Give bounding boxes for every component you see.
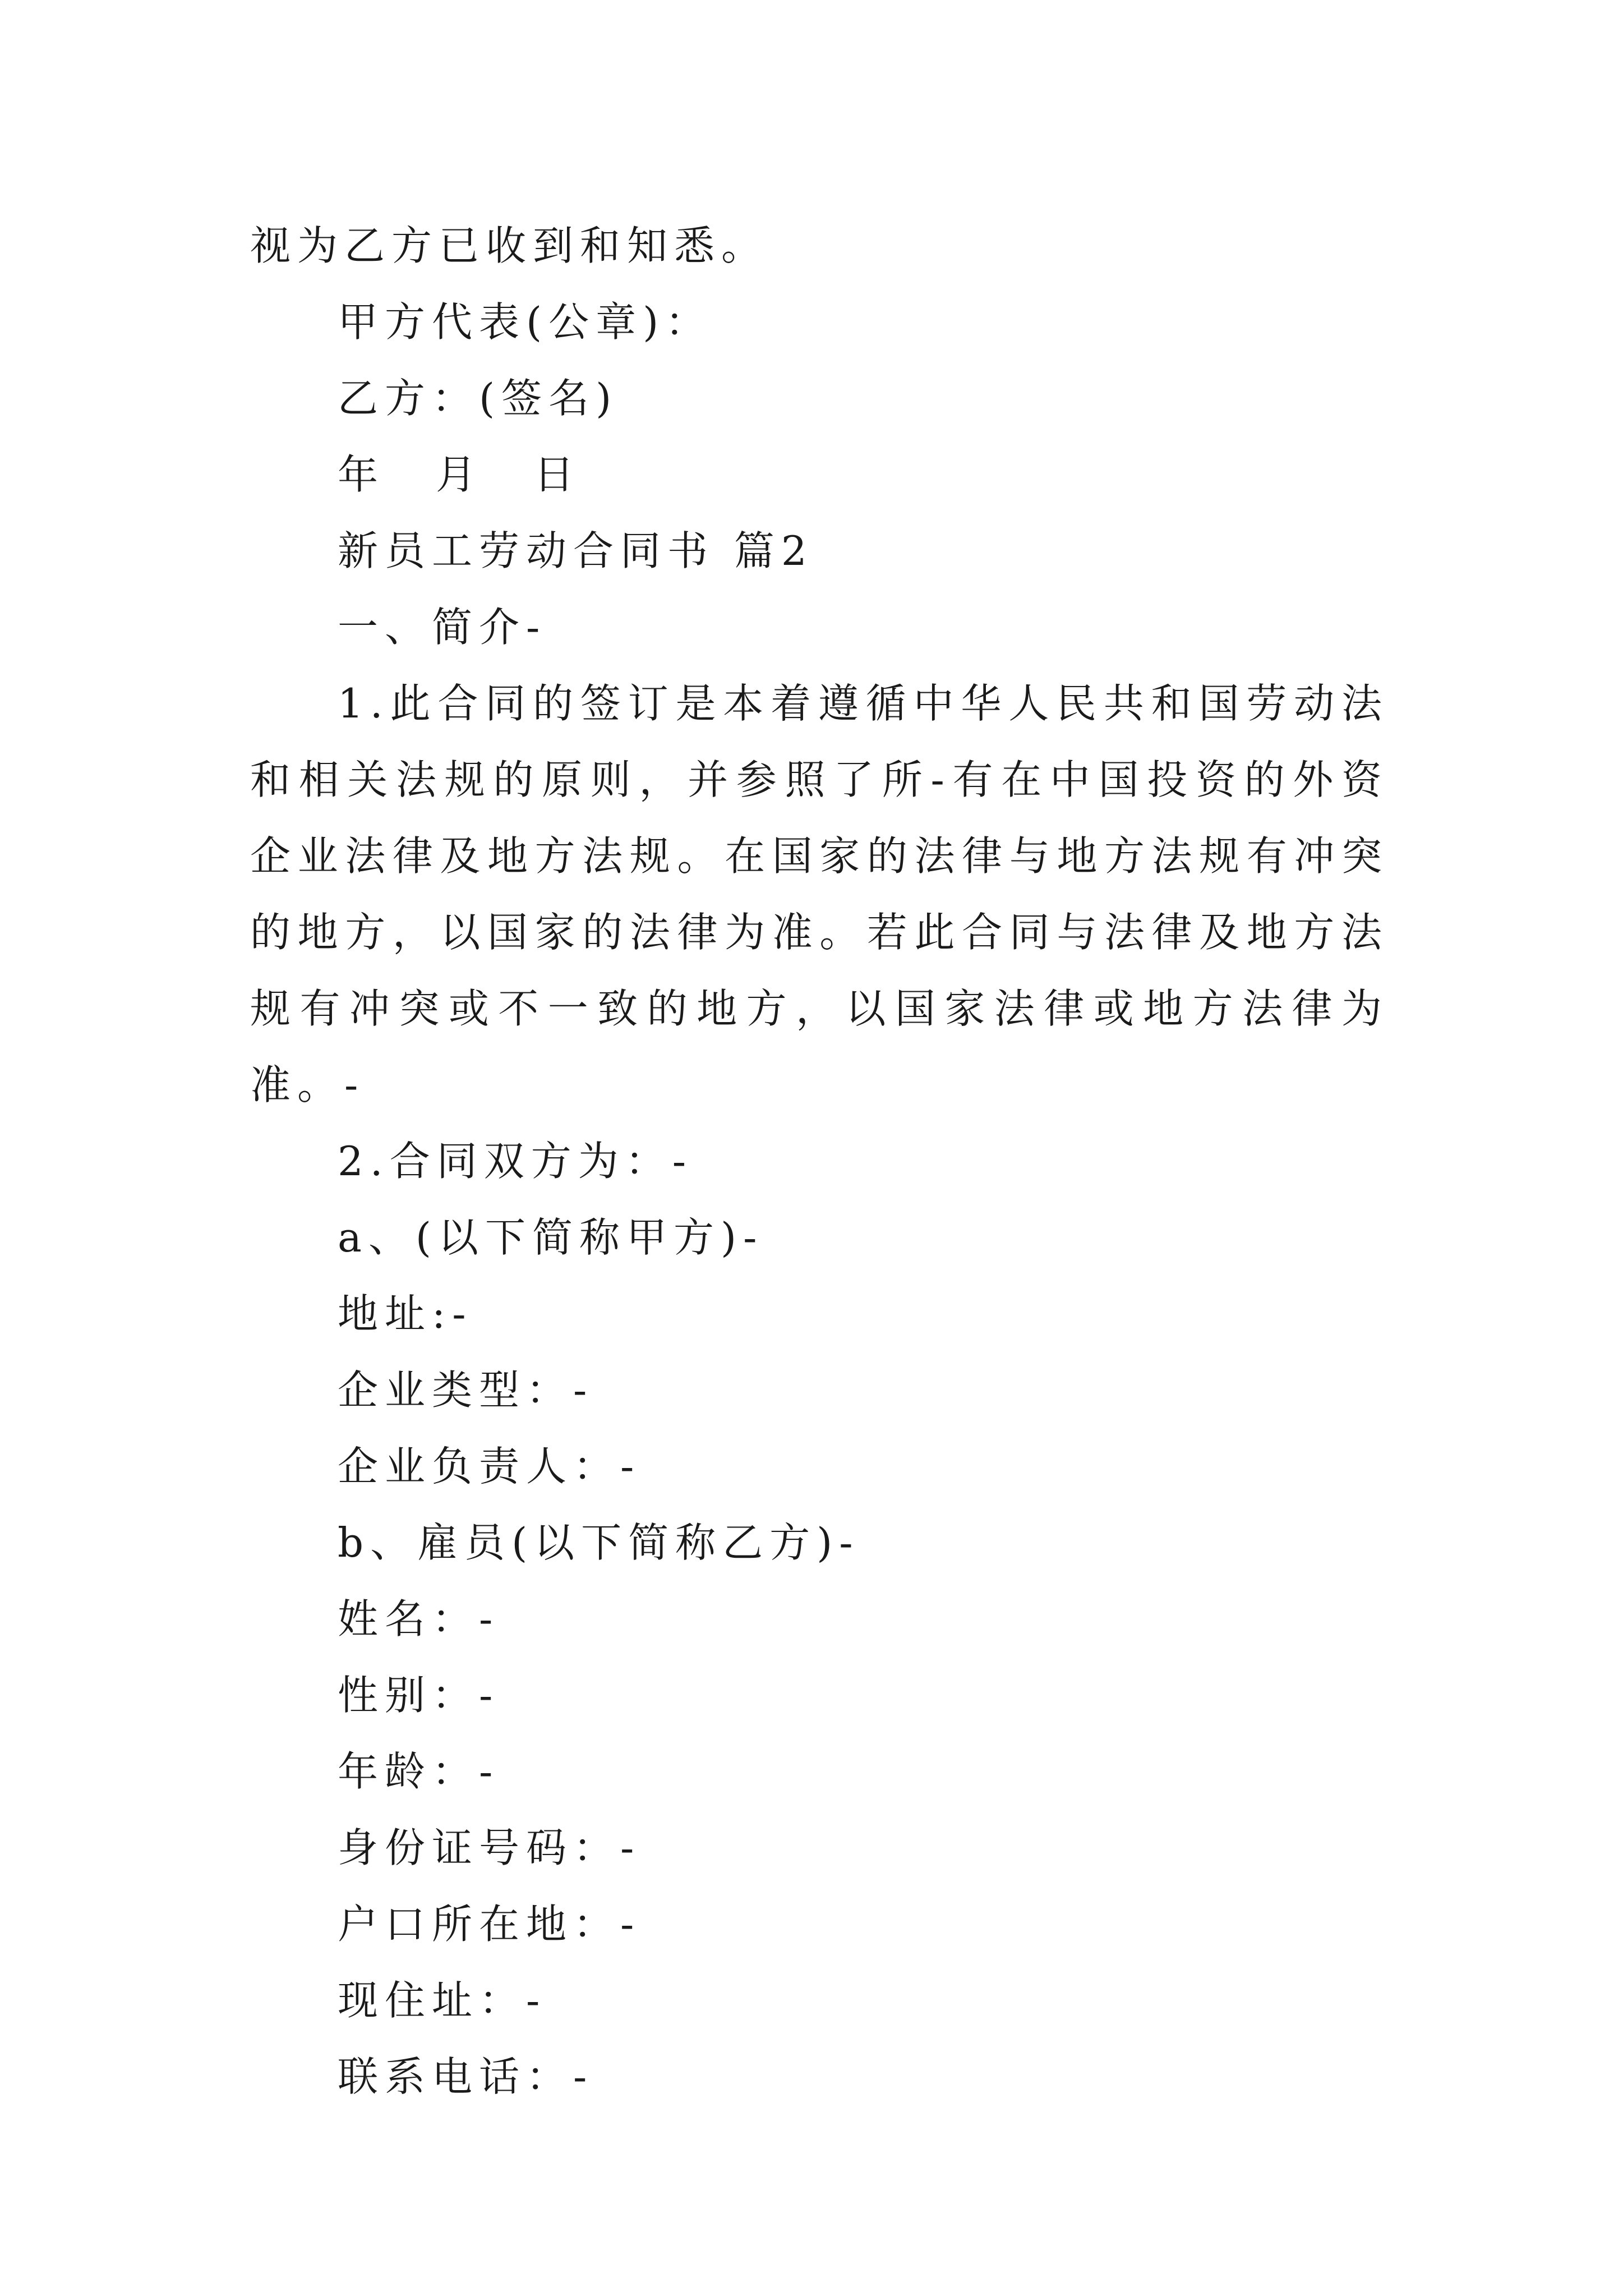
text-line-party-b-signature: 乙方：(签名)	[338, 375, 619, 422]
field-contract-parties: 2.合同双方为：-	[338, 1138, 693, 1185]
text-line-acknowledgement: 视为乙方已收到和知悉。	[250, 222, 769, 269]
field-party-a: a、(以下简称甲方)-	[338, 1214, 764, 1261]
field-enterprise-type: 企业类型：-	[338, 1366, 594, 1414]
field-id-number: 身份证号码：-	[338, 1824, 641, 1871]
section-title: 新员工劳动合同书 篇2	[338, 527, 814, 574]
paragraph-contract-basis: 1.此合同的签订是本着遵循中华人民共和国劳动法和相关法规的原则，并参照了所-有在中国投资的外资企业法律及地方法规。在国家的法律与地方法规有冲突的地方，以国家的法律为准。若此合同与法律及地方法规有冲突或不一致的地方，以国家法律或地方法律为准。-	[250, 680, 1389, 1108]
section-heading-introduction: 一、简介-	[338, 604, 547, 651]
field-gender: 性别：-	[338, 1672, 500, 1719]
field-enterprise-head: 企业负责人：-	[338, 1443, 641, 1490]
field-household-registration: 户口所在地：-	[338, 1901, 641, 1948]
text-line-party-a-representative: 甲方代表(公章)：	[338, 298, 713, 346]
field-party-b: b、雇员(以下简称乙方)-	[338, 1519, 860, 1566]
field-age: 年龄：-	[338, 1748, 500, 1795]
field-name: 姓名：-	[338, 1595, 500, 1642]
field-address: 地址:-	[338, 1290, 473, 1337]
document-body	[250, 208, 1389, 2115]
field-phone: 联系电话：-	[338, 2053, 594, 2100]
field-current-address: 现住址：-	[338, 1977, 547, 2024]
text-line-date: 年 月 日	[338, 451, 597, 498]
